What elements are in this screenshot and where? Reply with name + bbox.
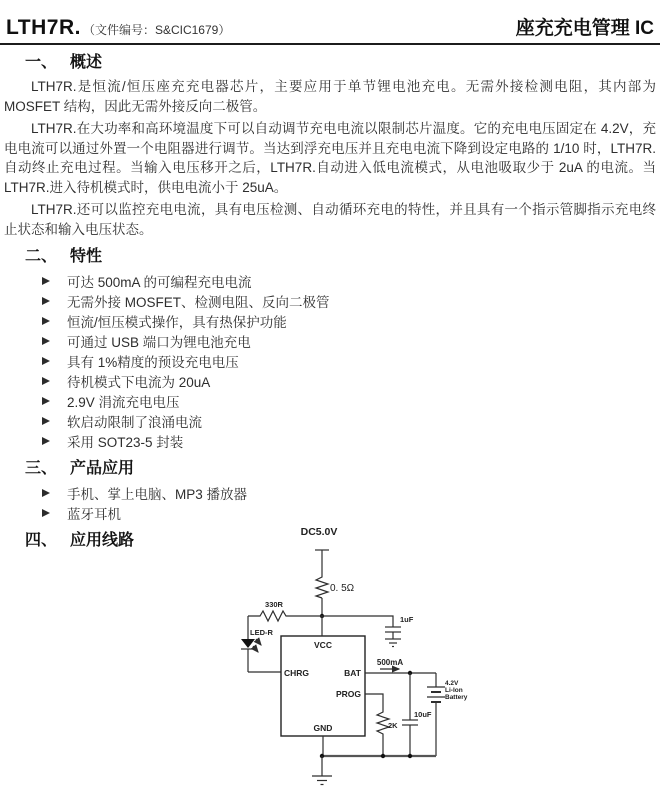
battery-voltage-label: 4.2V	[445, 680, 459, 687]
pin-label-gnd: GND	[313, 723, 333, 733]
application-text: 手机、掌上电脑、MP3 播放器	[67, 487, 248, 502]
input-ground-icon	[385, 639, 401, 647]
current-label: 500mA	[376, 658, 404, 667]
feature-item	[42, 331, 660, 351]
pin-label-vcc: VCC	[314, 640, 332, 650]
section-number: 四、	[25, 532, 58, 549]
prog-resistor-label: 2K	[388, 721, 398, 730]
output-cap-label: 10uF	[414, 710, 432, 719]
node-dot	[408, 754, 412, 758]
output-capacitor-symbol	[402, 720, 418, 725]
feature-item	[42, 371, 660, 391]
section-number: 二、	[25, 248, 58, 265]
arrow-bullet-icon	[42, 397, 50, 405]
feature-text: 待机模式下电流为 20uA	[67, 375, 211, 390]
arrow-bullet-icon	[42, 317, 50, 325]
section-heading-overview	[25, 54, 660, 72]
led-symbol	[241, 639, 261, 652]
feature-text: 恒流/恒压模式操作，具有热保护功能	[67, 315, 287, 330]
feature-text: 可通过 USB 端口为锂电池充电	[67, 335, 251, 350]
application-text: 蓝牙耳机	[67, 507, 121, 522]
application-circuit-diagram	[218, 518, 498, 800]
node-dot	[381, 754, 385, 758]
battery-word-label: Battery	[445, 694, 468, 701]
led-resistor-symbol	[248, 611, 322, 621]
section-title: 概述	[70, 54, 103, 71]
section-title: 产品应用	[70, 460, 135, 477]
product-title: 座充充电管理 IC	[515, 18, 654, 39]
section-heading-applications	[25, 460, 660, 478]
feature-text: 无需外接 MOSFET、检测电阻、反向二极管	[67, 295, 330, 310]
sense-resistor-symbol	[316, 575, 328, 598]
feature-item	[42, 311, 660, 331]
battery-symbol	[427, 687, 445, 702]
feature-item	[42, 291, 660, 311]
page-header	[0, 0, 660, 45]
pin-label-chrg: CHRG	[284, 668, 310, 678]
arrow-bullet-icon	[42, 489, 50, 497]
feature-text: 具有 1%精度的预设充电电压	[67, 355, 239, 370]
feature-text: 可达 500mA 的可编程充电电流	[67, 275, 252, 290]
feature-text: 2.9V 涓流充电电压	[67, 395, 180, 410]
section-number: 一、	[25, 54, 58, 71]
feature-item	[42, 391, 660, 411]
arrow-bullet-icon	[42, 417, 50, 425]
led-resistor-label: 330R	[265, 600, 283, 609]
arrow-bullet-icon	[42, 437, 50, 445]
arrow-bullet-icon	[42, 297, 50, 305]
overview-paragraph-1: LTH7R.是恒流/恒压座充充电器芯片，主要应用于单节锂电池充电。无需外接检测电阻，其内部为 MOSFET 结构，因此无需外接反向二极管。	[4, 79, 656, 114]
section-number: 三、	[25, 460, 58, 477]
ground-icon	[312, 776, 332, 785]
section-title: 特性	[70, 248, 103, 265]
feature-text: 采用 SOT23-5 封装	[67, 435, 184, 450]
overview-paragraph-3: LTH7R.还可以监控充电电流，具有电压检测、自动循环充电的特性，并且具有一个指示管脚指示充电终止状态和输入电压状态。	[4, 202, 656, 237]
chip-box	[281, 636, 365, 736]
sense-resistor-label: 0. 5Ω	[330, 583, 355, 594]
input-capacitor-symbol	[385, 627, 401, 632]
arrow-bullet-icon	[42, 277, 50, 285]
application-item	[42, 483, 660, 503]
feature-item	[42, 431, 660, 451]
section-title: 应用线路	[70, 532, 135, 549]
arrow-bullet-icon	[42, 357, 50, 365]
arrow-bullet-icon	[42, 377, 50, 385]
input-cap-label: 1uF	[400, 615, 414, 624]
section-heading-features	[25, 248, 660, 266]
pin-label-prog: PROG	[335, 689, 361, 699]
supply-label: DC5.0V	[300, 526, 338, 538]
chip-name: LTH7R.	[6, 16, 81, 39]
doc-number: （文件编号：S&CIC1679）	[82, 23, 231, 37]
arrow-bullet-icon	[42, 509, 50, 517]
battery-chem-label: Li-Ion	[445, 687, 463, 694]
led-label: LED-R	[250, 628, 273, 637]
feature-item	[42, 351, 660, 371]
feature-item	[42, 271, 660, 291]
feature-text: 软启动限制了浪涌电流	[67, 415, 202, 430]
overview-paragraph-2: LTH7R.在大功率和高环境温度下可以自动调节充电电流以限制芯片温度。它的充电电压固定在 4.2V，充电电流可以通过外置一个电阻器进行调节。当达到浮充电压并且充电电流下降到设定电路的 1/10 时，LTH7R.自动终止充电过程。当输入电压移开之后，LTH7R.自动进入低电流模式，从电池吸取少于 2uA 的电流。当 LTH7R.进入待机模式时，供电电流小于 25uA。	[4, 121, 656, 195]
pin-label-bat: BAT	[344, 668, 361, 678]
header-left	[6, 16, 230, 40]
arrow-bullet-icon	[42, 337, 50, 345]
feature-item	[42, 411, 660, 431]
